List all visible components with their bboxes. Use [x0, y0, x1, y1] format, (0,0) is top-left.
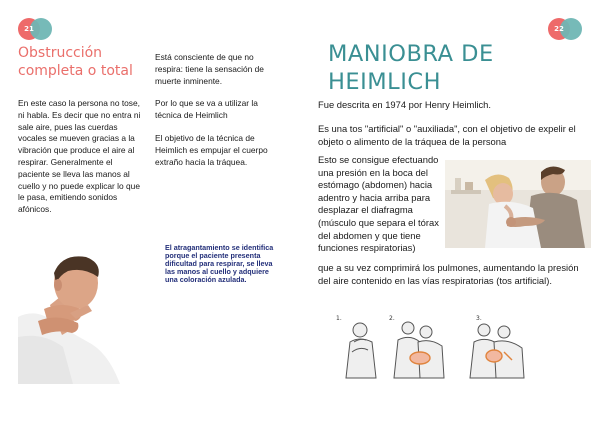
- page-title: MANIOBRA DE HEIMLICH: [328, 41, 494, 95]
- paragraph: Por lo que se va a utilizar la técnica de Heimlich: [155, 98, 258, 121]
- heimlich-steps-illustration: [334, 312, 534, 380]
- step-label: 1.: [336, 315, 342, 322]
- heimlich-maneuver-photo: [445, 160, 591, 248]
- right-page: [300, 0, 600, 424]
- section-title: Obstrucción completa o total: [18, 45, 133, 79]
- step-label: 2.: [389, 315, 395, 322]
- paragraph: Es una tos "artificial" o "auxiliada", con el objetivo de expelir el objeto o alimento de la tráquea de la persona: [318, 123, 576, 147]
- paragraph: que a su vez comprimirá los pulmones, aumentando la presión del aire contenido en las vías respiratorias (tos artificial).: [318, 262, 579, 286]
- paragraph: El objetivo de la técnica de Heimlich es empujar el cuerpo extraño hacia la tráquea.: [155, 132, 268, 167]
- intro-text: En este caso la persona no tose, ni habla. Es decir que no entra ni sale aire, pues las cuerdas vocales se mueven gracias a la vibración que produce el aire al respirar. Generalmente el paciente se lleva las manos al cuello y no puede explicar lo que le pasa, emitiendo sonidos afónicos.: [18, 98, 141, 215]
- paragraph: Esto se consigue efectuando una presión en la boca del estómago (abdomen) hacia adentro y hacia arriba para desplazar el diafragma (músculo que separa el tórax del abdomen y que tiene funciones respiratorias): [318, 154, 439, 254]
- paragraph: Está consciente de que no respira: tiene la sensación de muerte inminente.: [155, 52, 264, 86]
- page-number-badge: [548, 18, 584, 40]
- page-number-badge: [18, 18, 54, 40]
- description-column: [155, 52, 283, 179]
- step-2-figure: [394, 322, 444, 378]
- step-1-figure: [346, 323, 376, 378]
- page-number: 21: [24, 25, 34, 33]
- choking-note: El atragantamiento se identifica porque el paciente presenta dificultad para respirar, se lleva las manos al cuello y adquiere una coloración azulada.: [165, 243, 274, 284]
- page-number: 22: [554, 25, 564, 33]
- step-label: 3.: [476, 315, 482, 322]
- step-3-figure: [470, 324, 524, 378]
- paragraph: Fue descrita en 1974 por Henry Heimlich.: [318, 99, 491, 110]
- choking-man-photo: [18, 247, 120, 384]
